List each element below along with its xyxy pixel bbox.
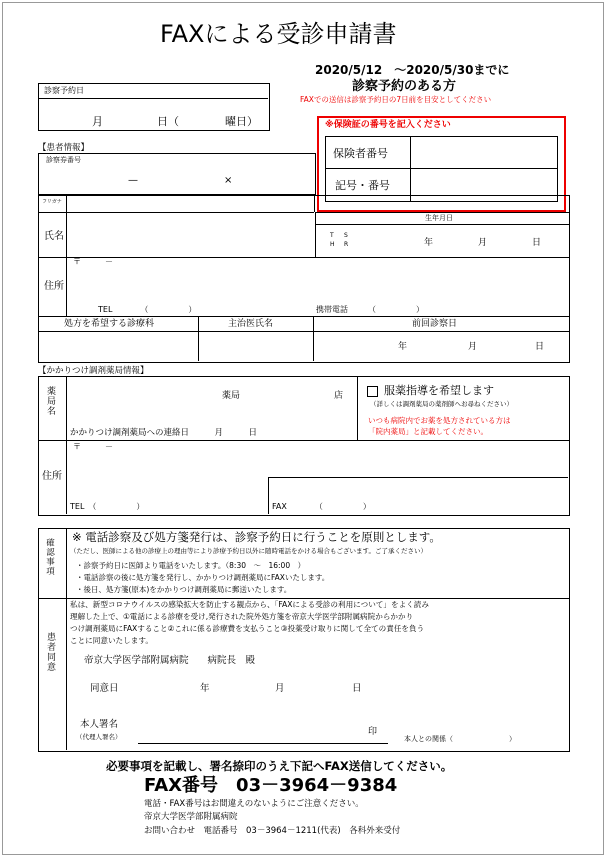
last-visit-year[interactable]: 年 (398, 342, 408, 352)
last-visit-month[interactable]: 月 (468, 342, 478, 352)
consent-text-2: 理解した上で、①電話による診療を受け,発行された院外処方箋を帝京大学医学部附属病院からかかり (70, 612, 414, 621)
footer-inquiry: お問い合わせ 電話番号 03－3964－1211(代表) 各科外来受付 (144, 826, 401, 836)
confirm-item-1: ・診察予約日に医師より電話をいたします。（8:30 ～ 16:00 ） (76, 561, 306, 570)
sign-label: 本人署名 (80, 719, 119, 730)
consent-text-3: つけ調剤薬局にFAXすること②これに係る診療費を支払うこと③投薬受け取りに関して全ての責任を負う (70, 624, 425, 633)
doctor-label: 主治医氏名 (228, 319, 274, 329)
consent-month[interactable]: 月 (275, 683, 285, 694)
confirm-main: ※ 電話診察及び処方箋発行は、診察予約日に行うことを原則とします。 (72, 530, 441, 544)
furigana-field[interactable] (68, 197, 312, 211)
appointment-weekday[interactable]: 曜日） (225, 115, 258, 128)
appointment-day[interactable]: 日（ (157, 115, 179, 128)
appointment-label: 診察予約日 (44, 86, 84, 95)
footer-hospital: 帝京大学医学部附属病院 (144, 812, 238, 822)
appointment-month[interactable]: 月 (92, 115, 103, 128)
era-h[interactable]: H (330, 241, 335, 248)
patient-address-label: 住所 (44, 281, 64, 292)
consent-label: 患者同意 (45, 632, 55, 672)
patient-tel[interactable]: TEL （ ） (98, 305, 197, 314)
patient-postal[interactable]: 〒 － (73, 257, 113, 266)
era-r[interactable]: R (344, 241, 349, 248)
last-visit-label: 前回診察日 (412, 319, 458, 329)
insurer-number-label: 保険者番号 (333, 147, 388, 160)
name-label: 氏名 (44, 231, 64, 242)
insurance-note: ※保険証の番号を記入ください (325, 120, 451, 130)
era-s[interactable]: S (344, 232, 348, 239)
pharmacy-yakkyoku: 薬局 (222, 391, 241, 401)
confirm-label: 確認事項 (44, 538, 55, 576)
pharmacy-section-title: 【かかりつけ調剤薬局情報】 (38, 366, 149, 376)
consent-hospital: 帝京大学医学部附属病院 病院長 殿 (84, 655, 256, 666)
confirm-item-2: ・電話診察の後に処方箋を発行し、かかりつけ調剤薬局にFAXいたします。 (76, 573, 330, 582)
doctor-field[interactable] (200, 333, 311, 359)
pharmacy-contact-date[interactable]: かかりつけ調剤薬局への連絡日 月 日 (70, 428, 258, 438)
patient-address-field[interactable] (68, 270, 566, 300)
footer-note: 電話・FAX番号はお間違えのないようにご注意ください。 (144, 799, 364, 809)
consent-year[interactable]: 年 (200, 683, 210, 694)
consent-text-1: 私は、新型コロナウイルスの感染拡大を防止する観点から、「FAXによる受診の利用について」をよく読み (70, 600, 429, 609)
footer-instruction: 必要事項を記載し、署名捺印のうえ下記へFAX送信してください。 (106, 759, 453, 773)
signature-field[interactable] (140, 716, 360, 742)
guidance-sub: （詳しくは調剤薬局の薬剤師へお尋ねください） (370, 400, 513, 408)
pharmacy-postal[interactable]: 〒 － (73, 442, 113, 451)
consent-day[interactable]: 日 (352, 683, 362, 694)
card-number-label: 診察券番号 (46, 156, 81, 164)
guidance-label: 服薬指導を希望します (384, 384, 494, 397)
sign-sub: （代理人署名） (76, 733, 122, 741)
birth-month[interactable]: 月 (478, 238, 488, 248)
dept-label: 処方を希望する診療科 (64, 319, 155, 329)
pharmacy-name-label: 薬局名 (45, 386, 55, 416)
page-title: FAXによる受診申請書 (160, 20, 397, 48)
pharmacy-address-field[interactable] (70, 455, 565, 475)
pharmacy-fax[interactable]: FAX （ ） (272, 502, 371, 511)
patient-section-title: 【患者情報】 (38, 143, 90, 153)
pharmacy-address-label: 住所 (42, 471, 62, 482)
insurer-number-field[interactable] (412, 138, 555, 166)
symbol-number-label: 記号・番号 (335, 179, 390, 192)
subtitle: 診察予約のある方 (352, 79, 457, 94)
furigana-label: フリガナ (42, 199, 62, 205)
consent-date-label: 同意日 (90, 683, 119, 694)
card-dash: — (128, 175, 138, 186)
card-x: × (224, 175, 233, 186)
birth-day[interactable]: 日 (532, 238, 542, 248)
fax-number: FAX番号 03－3964－9384 (144, 775, 398, 796)
pharmacy-ten: 店 (334, 391, 344, 401)
last-visit-day[interactable]: 日 (535, 342, 545, 352)
name-field[interactable] (68, 214, 312, 256)
pharmacy-red-note-2: 「院内薬局」と記載してください。 (368, 427, 488, 436)
dept-field[interactable] (40, 333, 196, 359)
pharmacy-tel[interactable]: TEL （ ） (70, 502, 145, 511)
relation-field[interactable]: 本人との関係（ ） (404, 735, 516, 743)
fax-note: FAXでの送信は診察予約日の7日前を目安としてください (300, 95, 492, 104)
pharmacy-name-field[interactable] (70, 380, 215, 420)
pharmacy-red-note-1: いつも病院内でお薬を処方されている方は (368, 416, 511, 425)
birth-year[interactable]: 年 (424, 238, 434, 248)
birth-label: 生年月日 (425, 214, 453, 222)
confirm-sub: （ただし、医師による他の診療上の理由等により診療予約日以外に随時電話をかける場合もございます。ご了承ください） (70, 547, 427, 555)
era-t[interactable]: T (330, 232, 334, 239)
patient-mobile[interactable]: 携帯電話 （ ） (316, 305, 424, 314)
period: 2020/5/12 ～2020/5/30までに (315, 63, 510, 77)
confirm-item-3: ・後日、処方箋(原本)をかかりつけ調剤薬局に郵送いたします。 (76, 585, 292, 594)
consent-text-4: ことに同意いたします。 (70, 636, 153, 645)
guidance-checkbox[interactable] (367, 386, 378, 397)
symbol-number-field[interactable] (412, 170, 555, 198)
seal-mark: 印 (368, 727, 378, 737)
